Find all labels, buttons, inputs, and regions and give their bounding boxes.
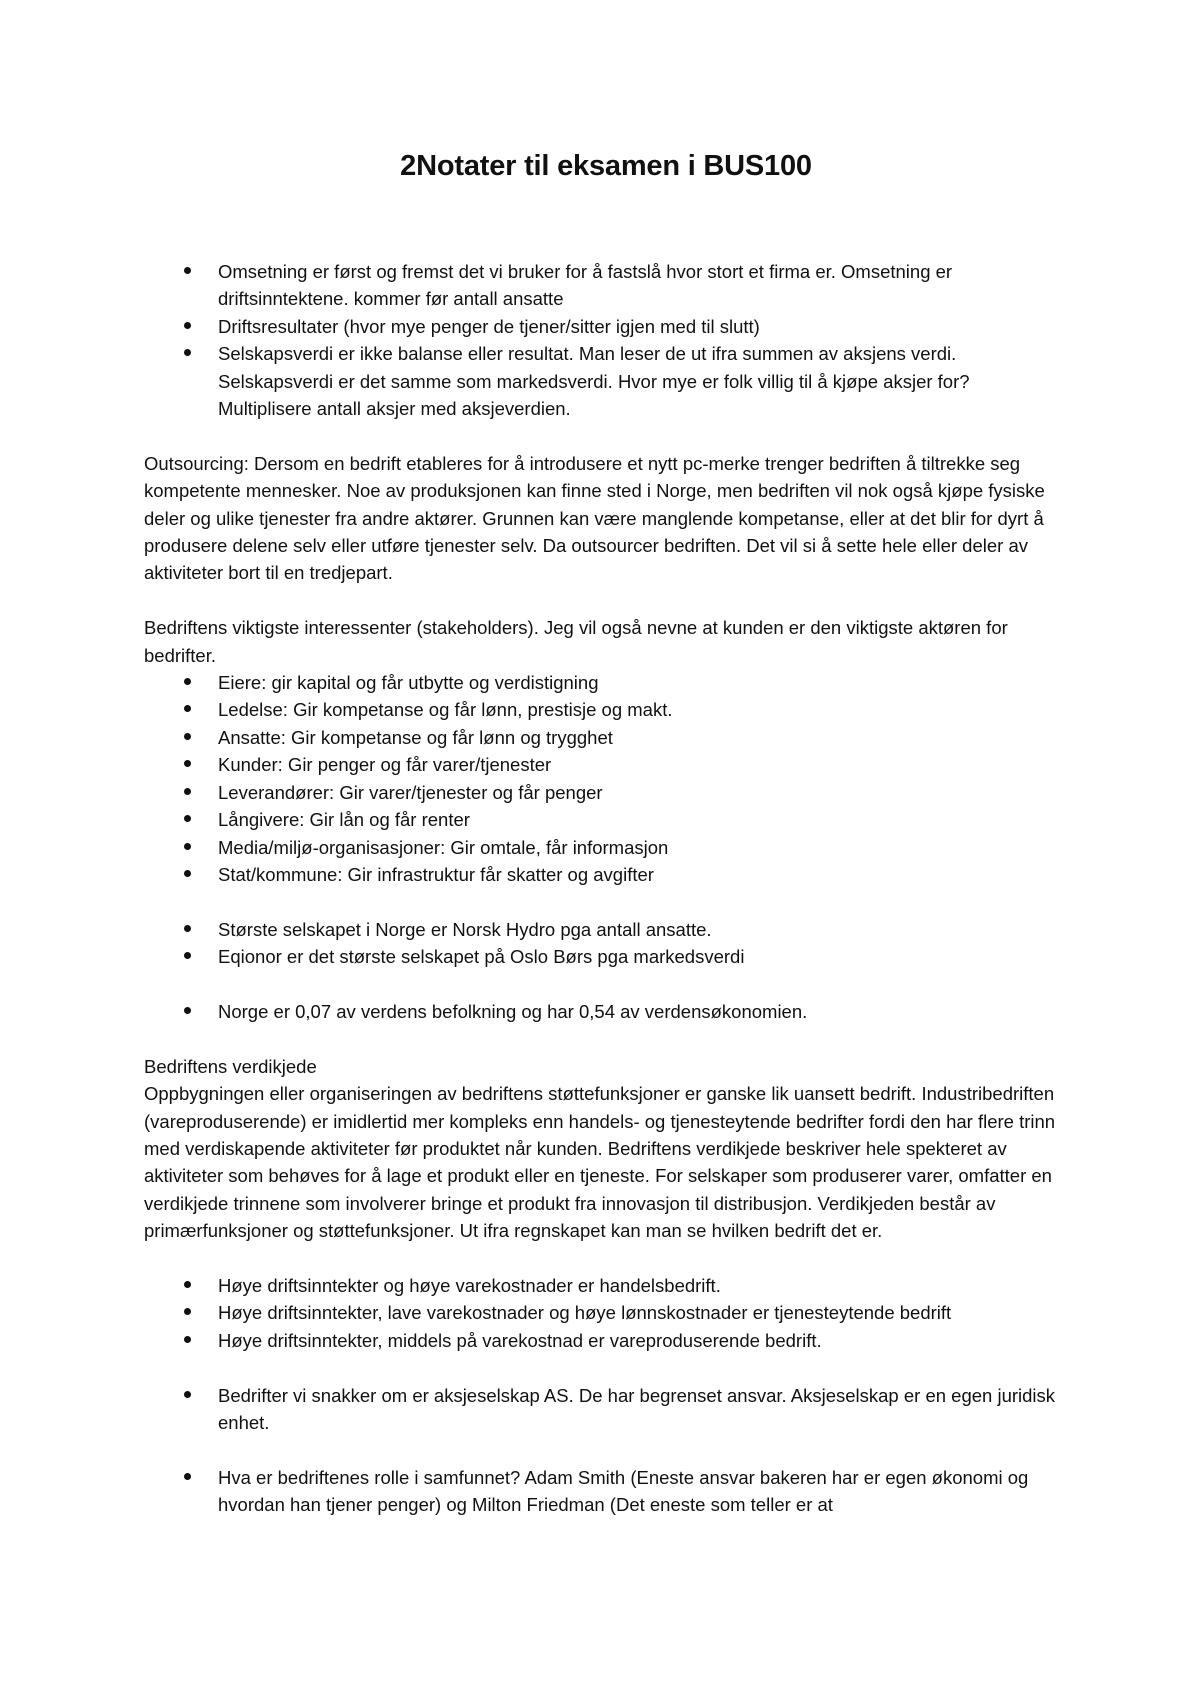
list-item: Eiere: gir kapital og får utbytte og verdistigning: [144, 669, 1068, 696]
outsourcing-paragraph: Outsourcing: Dersom en bedrift etableres for å introdusere et nytt pc-merke trenger bedriften å tiltrekke seg kompetente mennesker. Noe av produksjonen kan finne sted i Norge, men bedriften vil nok også kjøpe fysiske deler og ulike tjenester fra andre aktører. Grunnen kan være manglende kompetanse, eller at det blir for dyrt å produsere delene selv eller utføre tjenester selv. Da outsourcer bedriften. Det vil si å sette hele eller deler av aktiviteter bort til en tredjepart.: [144, 452, 1045, 584]
list-item: Kunder: Gir penger og får varer/tjenester: [144, 751, 1068, 778]
list-item: Långivere: Gir lån og får renter: [144, 806, 1068, 833]
list-item: Største selskapet i Norge er Norsk Hydro pga antall ansatte.: [144, 916, 1068, 943]
role-bullet-list: [144, 1464, 1068, 1519]
list-item: Ansatte: Gir kompetanse og får lønn og trygghet: [144, 724, 1068, 751]
list-item: Ledelse: Gir kompetanse og får lønn, prestisje og makt.: [144, 696, 1068, 723]
document-title: 2Notater til eksamen i BUS100: [400, 150, 812, 182]
document-body: [144, 258, 1068, 1519]
list-item: Eqionor er det største selskapet på Oslo Børs pga markedsverdi: [144, 943, 1068, 970]
list-item: Selskapsverdi er ikke balanse eller resultat. Man leser de ut ifra summen av aksjens verdi. Selskapsverdi er det samme som markedsverdi. Hvor mye er folk villig til å kjøpe aksjer for? Multiplisere antall aksjer med aksjeverdien.: [144, 340, 1068, 422]
intro-bullet-list: [144, 258, 1068, 422]
list-item: Høye driftsinntekter og høye varekostnader er handelsbedrift.: [144, 1272, 1068, 1299]
stakeholders-paragraph: Bedriftens viktigste interessenter (stakeholders). Jeg vil også nevne at kunden er den viktigste aktøren for bedrifter.: [144, 617, 1008, 666]
list-item: Bedrifter vi snakker om er aksjeselskap AS. De har begrenset ansvar. Aksjeselskap er en egen juridisk enhet.: [144, 1382, 1068, 1437]
value-chain-paragraph: Oppbygningen eller organiseringen av bedriftens støttefunksjoner er ganske lik uansett bedrift. Industribedriften (vareproduserende) er imidlertid mer kompleks enn handels- og tjenesteytende bedrifter fordi den har flere trinn med verdiskapende aktiviteter før produktet når kunden. Bedriftens verdikjede beskriver hele spekteret av aktiviteter som behøves for å lage et produkt eller en tjeneste. For selskaper som produserer varer, omfatter en verdikjede trinnene som involverer bringe et produkt fra innovasjon til distribusjon. Verdikjeden består av primærfunksjoner og støttefunksjoner. Ut ifra regnskapet kan man se hvilken bedrift det er.: [144, 1083, 1056, 1242]
list-item: Norge er 0,07 av verdens befolkning og har 0,54 av verdensøkonomien.: [144, 998, 1068, 1025]
list-item: Hva er bedriftenes rolle i samfunnet? Adam Smith (Eneste ansvar bakeren har er egen økonomi og hvordan han tjener penger) og Milton Friedman (Det eneste som teller er at: [144, 1464, 1068, 1519]
as-bullet-list: [144, 1382, 1068, 1437]
list-item: Driftsresultater (hvor mye penger de tjener/sitter igjen med til slutt): [144, 313, 1068, 340]
list-item: Omsetning er først og fremst det vi bruker for å fastslå hvor stort et firma er. Omsetning er driftsinntektene. kommer før antall ansatte: [144, 258, 1068, 313]
value-chain-heading: Bedriftens verdikjede: [144, 1055, 317, 1077]
list-item: Leverandører: Gir varer/tjenester og får penger: [144, 779, 1068, 806]
largest-companies-list: [144, 916, 1068, 971]
list-item: Høye driftsinntekter, middels på varekostnad er vareproduserende bedrift.: [144, 1327, 1068, 1354]
stakeholders-list: [144, 669, 1068, 888]
list-item: Høye driftsinntekter, lave varekostnader og høye lønnskostnader er tjenesteytende bedrift: [144, 1299, 1068, 1326]
norway-bullet-list: [144, 998, 1068, 1025]
company-types-list: [144, 1272, 1068, 1354]
list-item: Stat/kommune: Gir infrastruktur får skatter og avgifter: [144, 861, 1068, 888]
list-item: Media/miljø-organisasjoner: Gir omtale, får informasjon: [144, 834, 1068, 861]
